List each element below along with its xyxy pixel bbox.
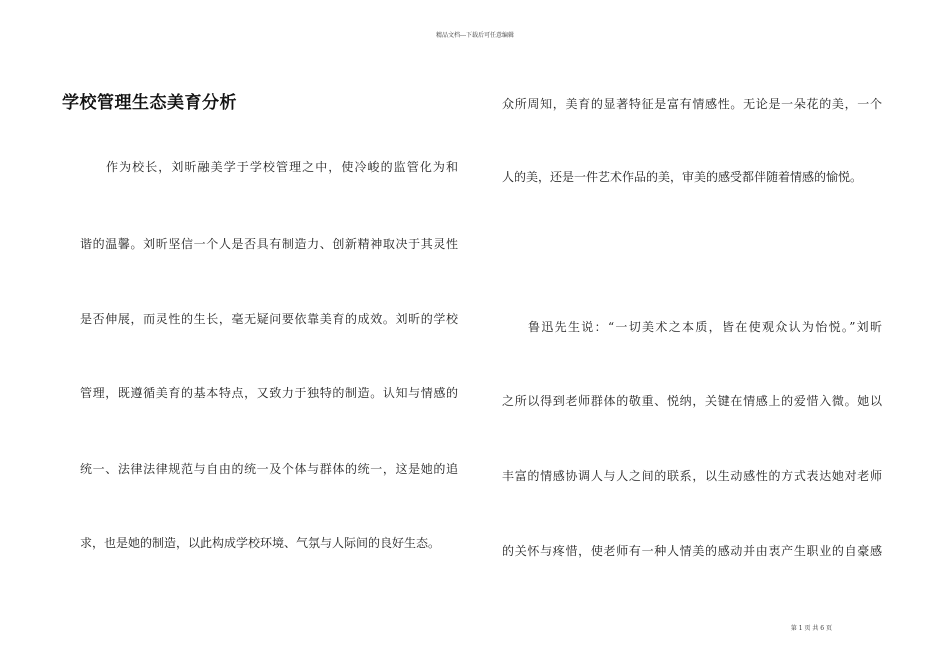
paragraph-line: 统一、法律法律规范与自由的统一及个体与群体的统一，这是她的追	[80, 462, 458, 476]
paragraph-line: 管理，既遵循美育的基本特点，又致力于独特的制造。认知与情感的	[80, 386, 458, 400]
paragraph-line: 作为校长，刘昕融美学于学校管理之中，使冷峻的监管化为和	[106, 160, 458, 174]
paragraph-line: 众所周知，美育的显著特征是富有情感性。无论是一朵花的美，一个	[502, 97, 882, 111]
paragraph-line: 人的美，还是一件艺术作品的美，审美的感受都伴随着情感的愉悦。	[502, 170, 863, 184]
header-note: 精品文档---下载后可任意编辑	[435, 32, 515, 39]
paragraph-line: 是否伸展，而灵性的生长，毫无疑问要依靠美育的成效。刘昕的学校	[80, 312, 458, 326]
paragraph-line: 之所以得到老师群体的敬重、悦纳，关键在情感上的爱惜入微。她以	[502, 394, 882, 408]
page-title: 学校管理生态美育分析	[62, 93, 237, 113]
paragraph-line: 谐的温馨。刘昕坚信一个人是否具有制造力、创新精神取决于其灵性	[80, 237, 458, 251]
paragraph-line: 求，也是她的制造，以此构成学校环境、气氛与人际间的良好生态。	[80, 536, 441, 550]
page-number: 第 1 页 共 6 页	[790, 625, 832, 632]
paragraph-line: 鲁迅先生说：“一切美术之本质，皆在使观众认为怡悦。”刘昕	[528, 320, 882, 334]
paragraph-line: 丰富的情感协调人与人之间的联系，以生动感性的方式表达她对老师	[502, 469, 882, 483]
paragraph-line: 的关怀与疼惜，使老师有一种人情美的感动并由衷产生职业的自豪感	[502, 544, 882, 558]
